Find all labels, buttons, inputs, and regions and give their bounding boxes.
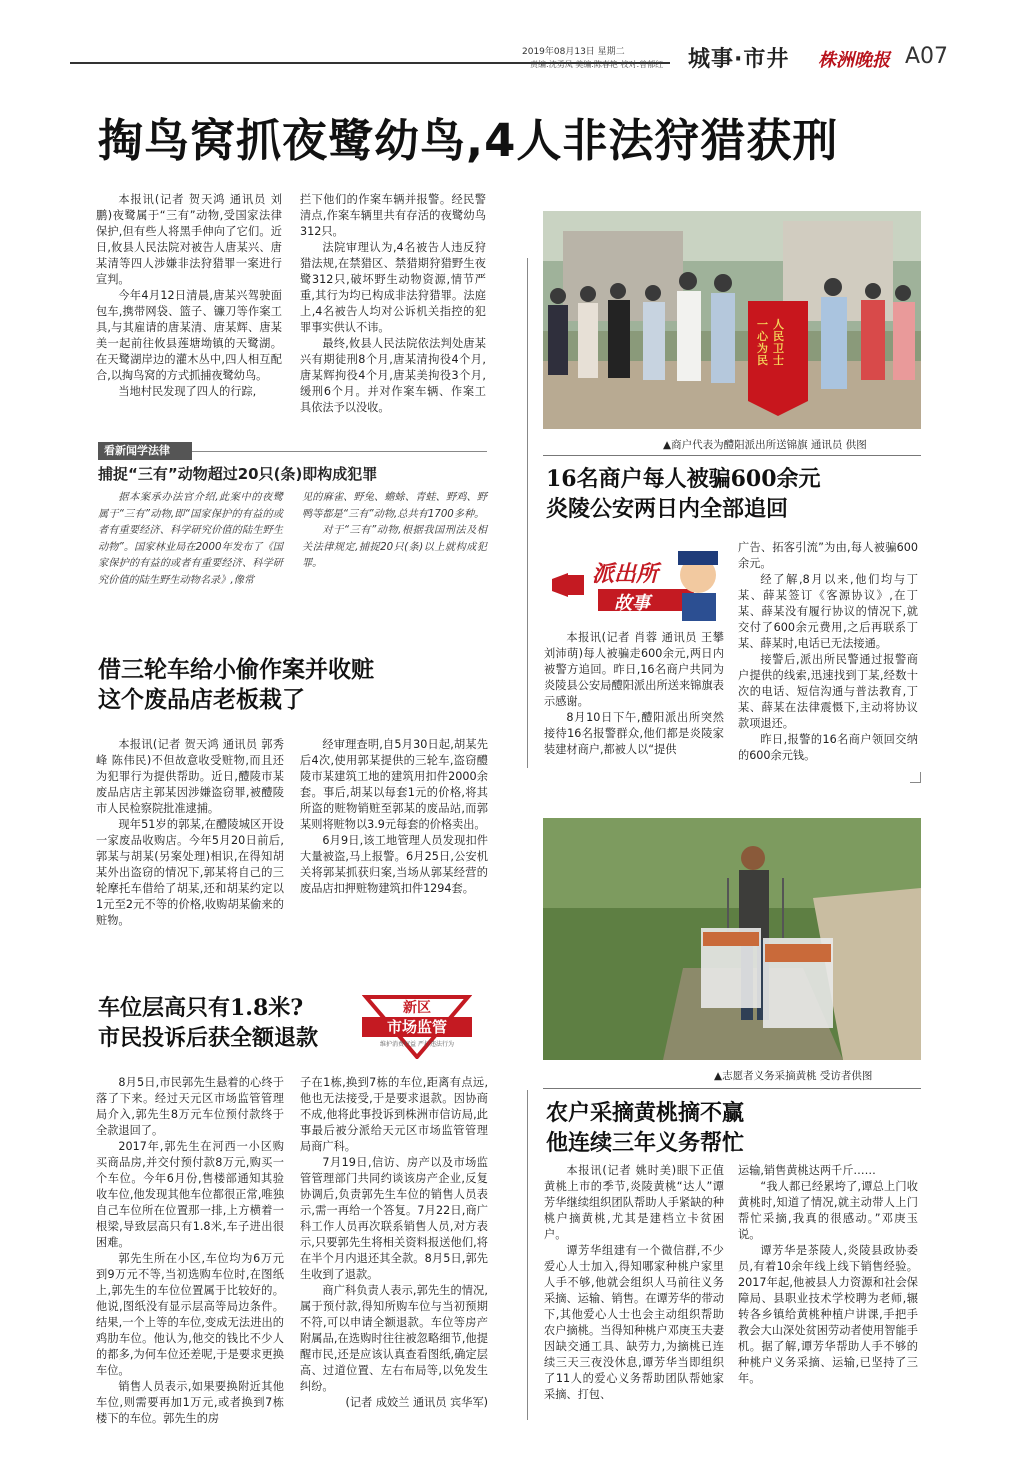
paragraph: 广告、拓客引流”为由,每人被骗600余元。: [738, 541, 918, 570]
paragraph: 本报讯(记者 贺天鸿 通讯员 郭秀峰 陈伟民)不但故意收受赃物,而且还为犯罪行为提供帮助。近日,醴陵市某废品店店主郭某因涉嫌盗窃罪,被醴陵市人民检察院批准逮捕。: [96, 738, 284, 815]
byline: (记者 成姣兰 通讯员 宾华军): [345, 1396, 488, 1409]
paragraph: 经审理查明,自5月30日起,胡某先后4次,使用郭某提供的三轮车,盗窃醴陵市某建筑工地的建筑用扣件2000余套。事后,胡某以每套1元的价格,将其所盗的赃物销赃至郭某的废品站,而郭某则将赃物以3.9元每套的价格卖出。: [300, 738, 488, 831]
article2-col1: [96, 737, 284, 929]
paragraph: 接警后,派出所民警通过报警商户提供的线索,迅速找到丁某,经数十次的电话、短信沟通与普法教育,丁某、薛某在法律震慑下,主动将协议款项退还。: [738, 653, 918, 730]
paragraph: 8月10日下午,醴阳派出所突然接待16名报警群众,他们都是炎陵家装建材商户,都被人以“提供: [544, 711, 724, 756]
police-story-logo: [548, 545, 724, 625]
paragraph: 对于“三有”动物,根据我国刑法及相关法律规定,捕捉20只(条)以上就构成犯罪。: [302, 525, 487, 569]
paragraph: 本报讯(记者 肖蓉 通讯员 王攀 刘沛萌)每人被骗走600余元,两日内被警方追回。昨日,16名商户共同为炎陵县公安局醴阳派出所送来锦旗表示感谢。: [544, 631, 724, 708]
divider: [192, 451, 487, 452]
paragraph: 2017年,郭先生在河西一小区购买商品房,并交付预付款8万元,购买一个车位。今年6月份,售楼部通知其验收车位,他发现其他车位都很正常,唯独自己车位所在位置那一排,上方横着一根梁,导致层高只有1.8米,车子进出很困难。: [96, 1140, 284, 1249]
divider: [543, 455, 921, 456]
photo-illustration: [543, 818, 921, 1060]
headline-article3: 车位层高只有1.8米? 市民投诉后获全额退款: [98, 995, 319, 1051]
paragraph: 运输,销售黄桃达两千斤……: [738, 1164, 876, 1177]
paragraph: 当地村民发现了四人的行踪,: [118, 385, 257, 398]
paragraph: 7月19日,信访、房产以及市场监管管理部门共同约谈该房产企业,反复协调后,负责郭先生车位的销售人员表示,需一再给一个答复。7月22日,商广科工作人员再次联系销售人员,对方表示,只要郭先生将相关资料报送他们,将在半个月内退还其全款。8月5日,郭先生收到了退款。: [300, 1156, 488, 1281]
article3-col1: [96, 1075, 284, 1427]
headline-article1: 掏鸟窝抓夜鹭幼鸟,4人非法狩猎获刑: [98, 114, 839, 167]
header-section: 城事·市井: [688, 47, 790, 72]
paragraph: 销售人员表示,如果要换附近其他车位,则需要再加1万元,或者换到7栋楼下的车位。郭先生的房: [96, 1380, 284, 1425]
market-supervision-logo: [362, 995, 472, 1059]
banner-text: 人民卫士: [773, 318, 784, 367]
paragraph: 最终,攸县人民法院依法判处唐某兴有期徒刑8个月,唐某清拘役4个月,唐某辉拘役4个月,唐某美拘役3个月,缓刑6个月。并对作案车辆、作案工具依法予以没收。: [300, 337, 486, 414]
page-number: A07: [905, 44, 949, 69]
article5-col1: [544, 1163, 724, 1403]
logo-text: 市场监管: [362, 1017, 472, 1037]
paragraph: 本报讯(记者 贺天鸿 通讯员 刘鹏)夜鹭属于“三有”动物,受国家法律保护,但有些人将黑手伸向了它们。近日,攸县人民法院对被告人唐某兴、唐某清等四人涉嫌非法狩猎罪一案进行宣判。: [96, 193, 282, 286]
photo-caption: ▲商户代表为醴阳派出所送锦旗 通讯员 供图: [663, 439, 867, 451]
paragraph: 昨日,报警的16名商户领回交纳的600余元钱。: [738, 733, 918, 762]
paragraph: 8月5日,市民郭先生悬着的心终于落了下来。经过天元区市场监管管理局介入,郭先生8万元车位预付款终于全款退回了。: [96, 1076, 284, 1137]
article2-col2: [300, 737, 488, 897]
paragraph: 拦下他们的作案车辆并报警。经民警清点,作案车辆里共有存活的夜鹭幼鸟312只。: [300, 193, 486, 238]
divider: [543, 1088, 921, 1089]
paragraph: 据本案承办法官介绍,此案中的夜鹭属于“三有”动物,即“国家保护的有益的或者有重要经济、科学研究价值的陆生野生动物”。国家林业局在2000年发布了《国家保护的有益的或者有重要经济、科学研究价值的陆生野生动物名录》,像常: [98, 492, 283, 586]
column-divider: [527, 258, 528, 768]
article3-col2: [300, 1075, 488, 1411]
paragraph: 法院审理认为,4名被告人违反狩猎法规,在禁猎区、禁猎期狩猎野生夜鹭312只,破坏野生动物资源,情节严重,其行为均已构成非法狩猎罪。法庭上,4名被告人均对公诉机关指控的犯罪事实供认不讳。: [300, 241, 486, 334]
photo-caption: ▲志愿者义务采摘黄桃 受访者供图: [714, 1070, 873, 1082]
paragraph: 本报讯(记者 姚时美)眼下正值黄桃上市的季节,炎陵黄桃“达人”谭芳华继续组织团队帮助人手紧缺的种桃户摘黄桃,尤其是建档立卡贫困户。: [544, 1164, 724, 1241]
logo-text: 新区: [403, 1000, 431, 1016]
headline-article4: 16名商户每人被骗600余元 炎陵公安两日内全部追回: [546, 466, 821, 522]
photo-illustration: [543, 211, 921, 429]
article5-col2: [738, 1163, 918, 1387]
newspaper-logo: 株洲晚报: [818, 50, 890, 71]
paragraph: 经了解,8月以来,他们均与丁某、薛某签订《客源协议》,在丁某、薛某没有履行协议的情况下,就交付了600余元费用,之后再联系丁某、薛某时,电话已无法接通。: [738, 573, 918, 650]
law-subtitle: 捕捉“三有”动物超过20只(条)即构成犯罪: [98, 465, 378, 483]
law-col1: [98, 490, 283, 589]
banner-text: 一心为民: [757, 318, 768, 367]
paragraph: 子在1栋,换到7栋的车位,距离有点远,他也无法接受,于是要求退款。因协商不成,他将此事投诉到株洲市信访局,此事最后被分派给天元区市场监管管理局商广科。: [300, 1076, 488, 1153]
law-col2: [302, 490, 487, 573]
column-divider: [527, 1090, 528, 1420]
paragraph: 谭芳华组建有一个微信群,不少爱心人士加入,得知哪家种桃户家里人手不够,他就会组织人马前往义务采摘、运输、销售。在谭芳华的带动下,其他爱心人士也会主动组织帮助农户摘桃。当得知种桃户邓庚玉夫妻因缺交通工具、缺劳力,为摘桃已连续三天三夜没休息,谭芳华当即组织了11人的爱心义务帮助团队帮她家采摘、打包、: [544, 1244, 724, 1401]
paragraph: 6月9日,该工地管理人员发现扣件大量被盗,马上报警。6月25日,公安机关将郭某抓获归案,当场从郭某经营的废品店扣押赃物建筑扣件1294套。: [300, 834, 488, 895]
headline-article2: 借三轮车给小偷作案并收赃 这个废品店老板栽了: [98, 656, 374, 713]
corner-mark: [910, 772, 921, 783]
article1-col1: [96, 192, 282, 400]
paragraph: 郭先生所在小区,车位均为6万元到9万元不等,当初选购车位时,在图纸上,郭先生的车位位置属于比较好的。他说,图纸没有显示层高等局边条件。结果,一个上等的车位,变成无法进出的鸡肋车位。他认为,他交的钱比不少人的都多,为何车位还差呢,于是要求更换车位。: [96, 1252, 284, 1377]
article4-col1: [544, 630, 724, 758]
law-badge: 看新闻学法律: [98, 442, 192, 460]
article1-col2: [300, 192, 486, 416]
paragraph: 现年51岁的郭某,在醴陵城区开设一家废品收购店。今年5月20日前后,郭某与胡某(另案处理)相识,在得知胡某外出盗窃的情况下,郭某将自己的三轮摩托车借给了胡某,还和胡某约定以1元至2元不等的价格,收购胡某偷来的赃物。: [96, 818, 284, 927]
logo-small-text: 维护消费权益 严打违法行为: [380, 1041, 454, 1048]
header-staff: 责编:沈勇凤 美编:陈春艳 校对:曾郁红: [530, 60, 664, 69]
headline-article5: 农户采摘黄桃摘不赢 他连续三年义务帮忙: [546, 1100, 745, 1156]
paragraph: 今年4月12日清晨,唐某兴驾驶面包车,携带网袋、篮子、镰刀等作案工具,与其雇请的唐某清、唐某辉、唐某美一起前往攸县莲塘坳镇的天鹭湖。在天鹭湖岸边的灌木丛中,四人相互配合,以掏鸟窝的方式抓捕夜鹭幼鸟。: [96, 289, 282, 382]
photo-merchants-banner: [543, 211, 921, 429]
paragraph: 商广科负责人表示,郭先生的情况,属于预付款,得知所购车位与当初预期不符,可以申请全额退款。车位等房产附属品,在选购时往往被忽略细节,他提醒市民,还是应该认真查看图纸,确定层高、过道位置、左右布局等,以免发生纠纷。: [300, 1284, 488, 1393]
article4-col2: [738, 540, 918, 764]
paragraph: “我人都已经累垮了,谭总上门收黄桃时,知道了情况,就主动带人上门帮忙采摘,我真的很感动。”邓庚玉说。: [738, 1180, 918, 1241]
logo-text: 派出所: [592, 562, 659, 587]
paragraph: 见的麻雀、野兔、蟾蜍、青蛙、野鸡、野鸭等都是“三有”动物,总共有1700多种。: [302, 492, 487, 520]
photo-peach-picking: [543, 818, 921, 1060]
header-date: 2019年08月13日 星期二: [522, 47, 625, 57]
paragraph: 谭芳华是茶陵人,炎陵县政协委员,有着10余年线上线下销售经验。2017年起,他被县人力资源和社会保障局、县职业技术学校聘为老师,辗转各乡镇给黄桃种植户讲课,手把手教会大山深处贫困劳动者使用智能手机。据了解,谭芳华帮助人手不够的种桃户义务采摘、运输,已坚持了三年。: [738, 1244, 918, 1385]
logo-text: 故事: [614, 593, 650, 614]
